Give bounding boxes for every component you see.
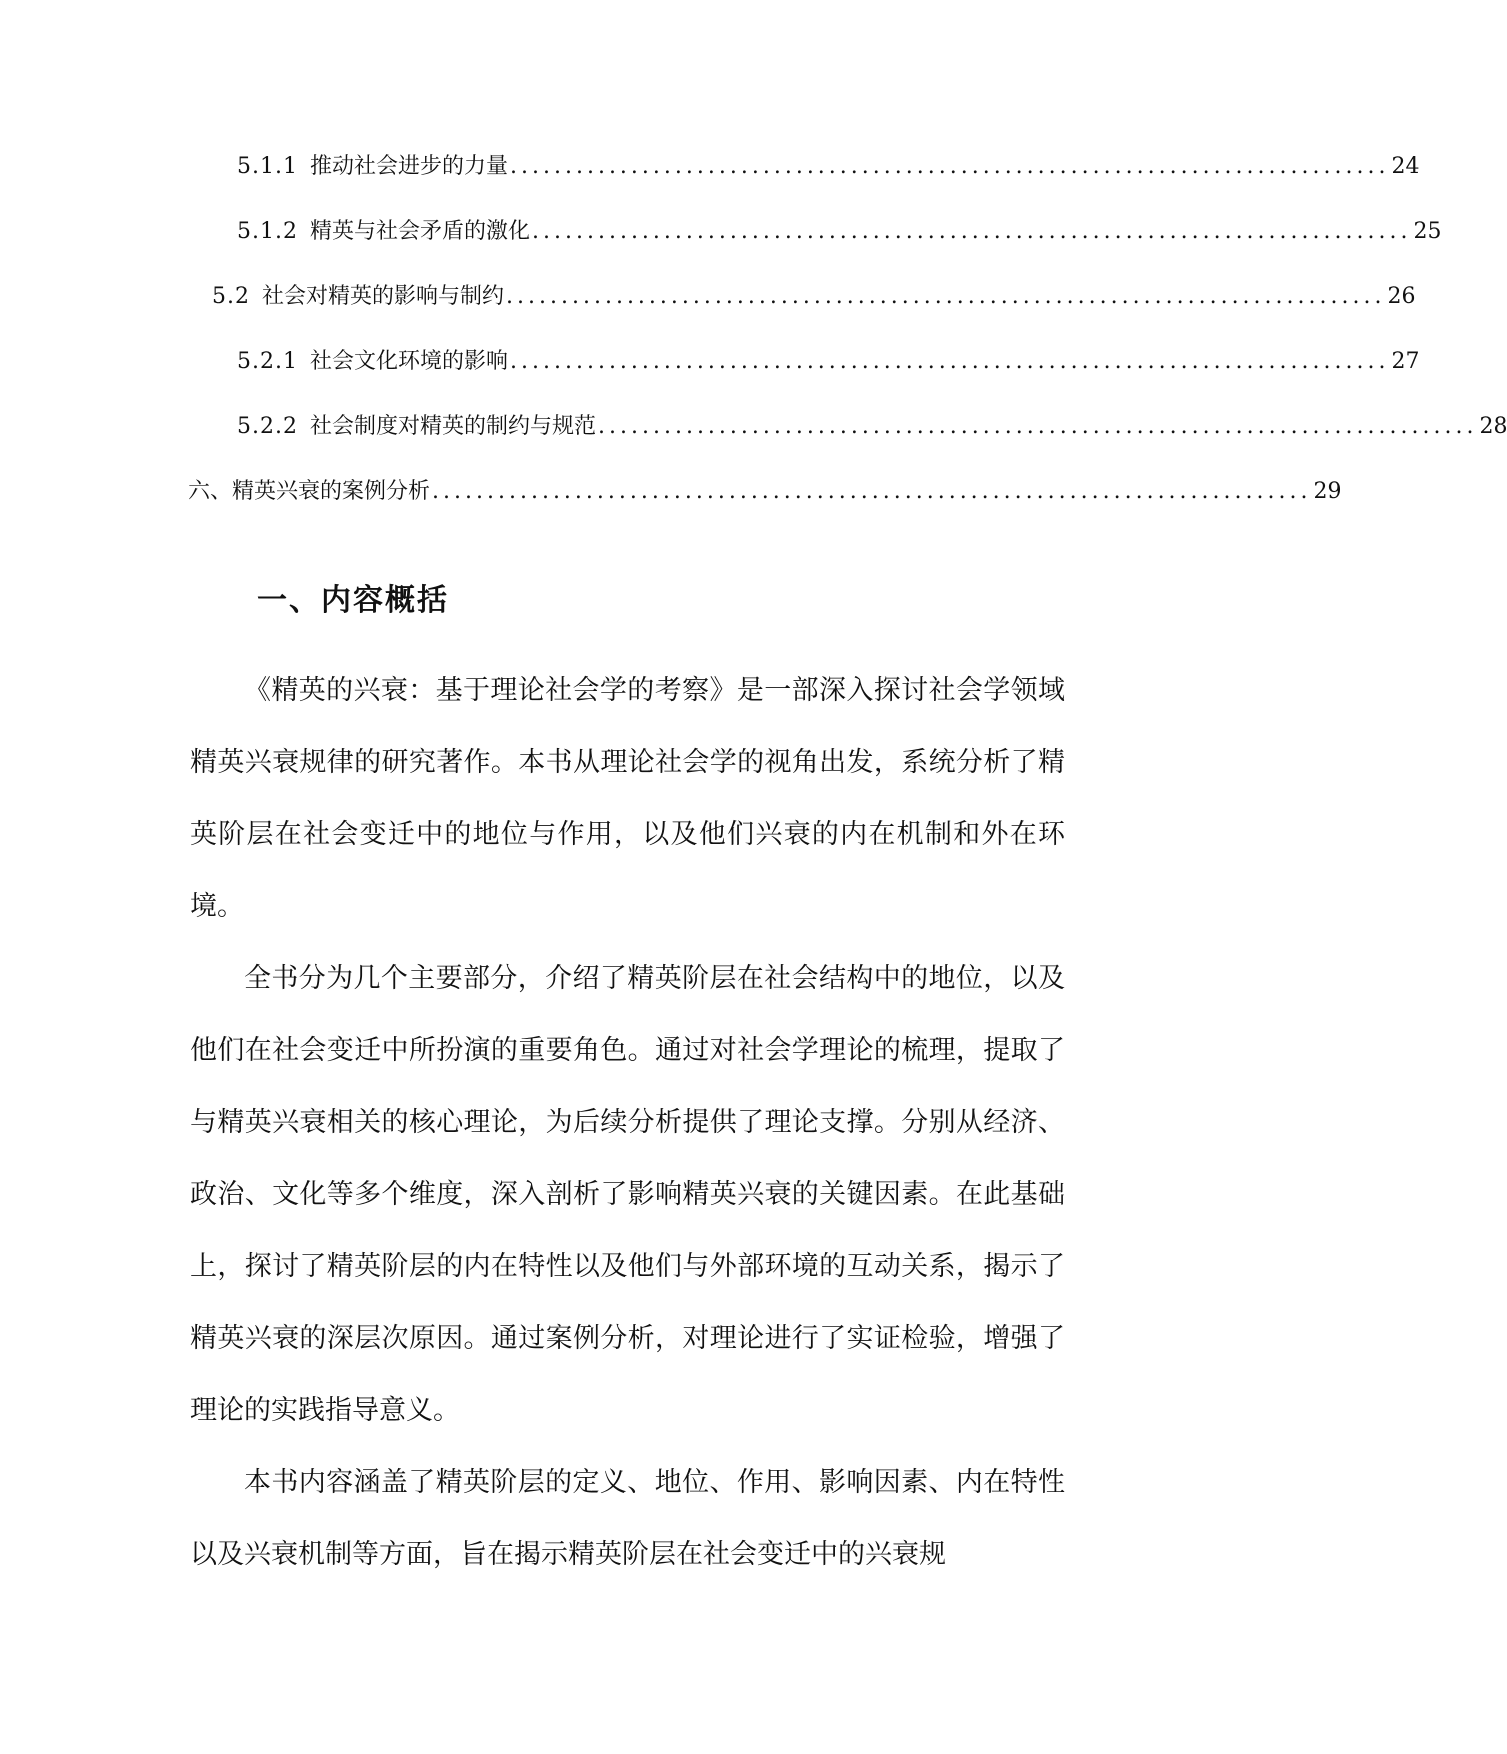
paragraph: 全书分为几个主要部分，介绍了精英阶层在社会结构中的地位，以及他们在社会变迁中所扮演的重要角色。通过对社会学理论的梳理，提取了与精英兴衰相关的核心理论，为后续分析提供了理论支撑。分别从经济、政治、文化等多个维度，深入剖析了影响精英兴衰的关键因素。在此基础上，探讨了精英阶层的内在特性以及他们与外部环境的互动关系，揭示了精英兴衰的深层次原因。通过案例分析，对理论进行了实证检验，增强了理论的实践指导意义。 [190,963,1065,1426]
paragraph: 《精英的兴衰：基于理论社会学的考察》是一部深入探讨社会学领域精英兴衰规律的研究著作。本书从理论社会学的视角出发，系统分析了精英阶层在社会变迁中的地位与作用，以及他们兴衰的内在机制和外在环境。 [190,675,1065,922]
toc-entry-title: 精英与社会矛盾的激化 [309,219,530,244]
toc-entry-5-1-1[interactable] [237,150,1420,184]
toc-entry-page: 24 [1391,154,1420,179]
toc-leader-dots: ................................................................................ [598,414,1478,439]
toc-entry-number: 5.2.1 [237,349,298,374]
toc-leader-dots: ................................................................................ [432,479,1312,504]
section-heading: 一、内容概括 [257,583,449,618]
toc-entry-title: 社会制度对精英的制约与规范 [309,414,596,439]
toc-entry-5-2-2[interactable] [237,410,1507,444]
toc-entry-5-2-1[interactable] [237,345,1420,379]
toc-entry-title: 社会对精英的影响与制约 [262,284,505,309]
toc-leader-dots: ................................................................................ [510,154,1390,179]
toc-entry-5-2[interactable] [212,280,1416,314]
toc-entry-page: 26 [1387,284,1416,309]
toc-entry-title: 社会文化环境的影响 [309,349,508,374]
toc-entry-number: 5.1.1 [237,154,298,179]
toc-entry-number: 5.1.2 [237,219,298,244]
toc-entry-page: 29 [1313,479,1342,504]
toc-entry-number: 5.2.2 [237,414,298,439]
toc-leader-dots: ................................................................................ [510,349,1390,374]
toc-entry-page: 25 [1413,219,1442,244]
toc-leader-dots: ................................................................................ [506,284,1386,309]
toc-entry-title: 六、精英兴衰的案例分析 [188,479,431,504]
paragraph: 本书内容涵盖了精英阶层的定义、地位、作用、影响因素、内在特性以及兴衰机制等方面，旨在揭示精英阶层在社会变迁中的兴衰规 [190,1467,1065,1570]
toc-entry-5-1-2[interactable] [237,215,1442,249]
toc-entry-number: 5.2 [212,284,250,309]
toc-leader-dots: ................................................................................ [532,219,1412,244]
toc-entry-page: 28 [1479,414,1507,439]
section-body [190,655,1065,1591]
toc-entry-chapter-6[interactable] [188,475,1342,509]
toc-entry-page: 27 [1391,349,1420,374]
toc-entry-title: 推动社会进步的力量 [309,154,508,179]
